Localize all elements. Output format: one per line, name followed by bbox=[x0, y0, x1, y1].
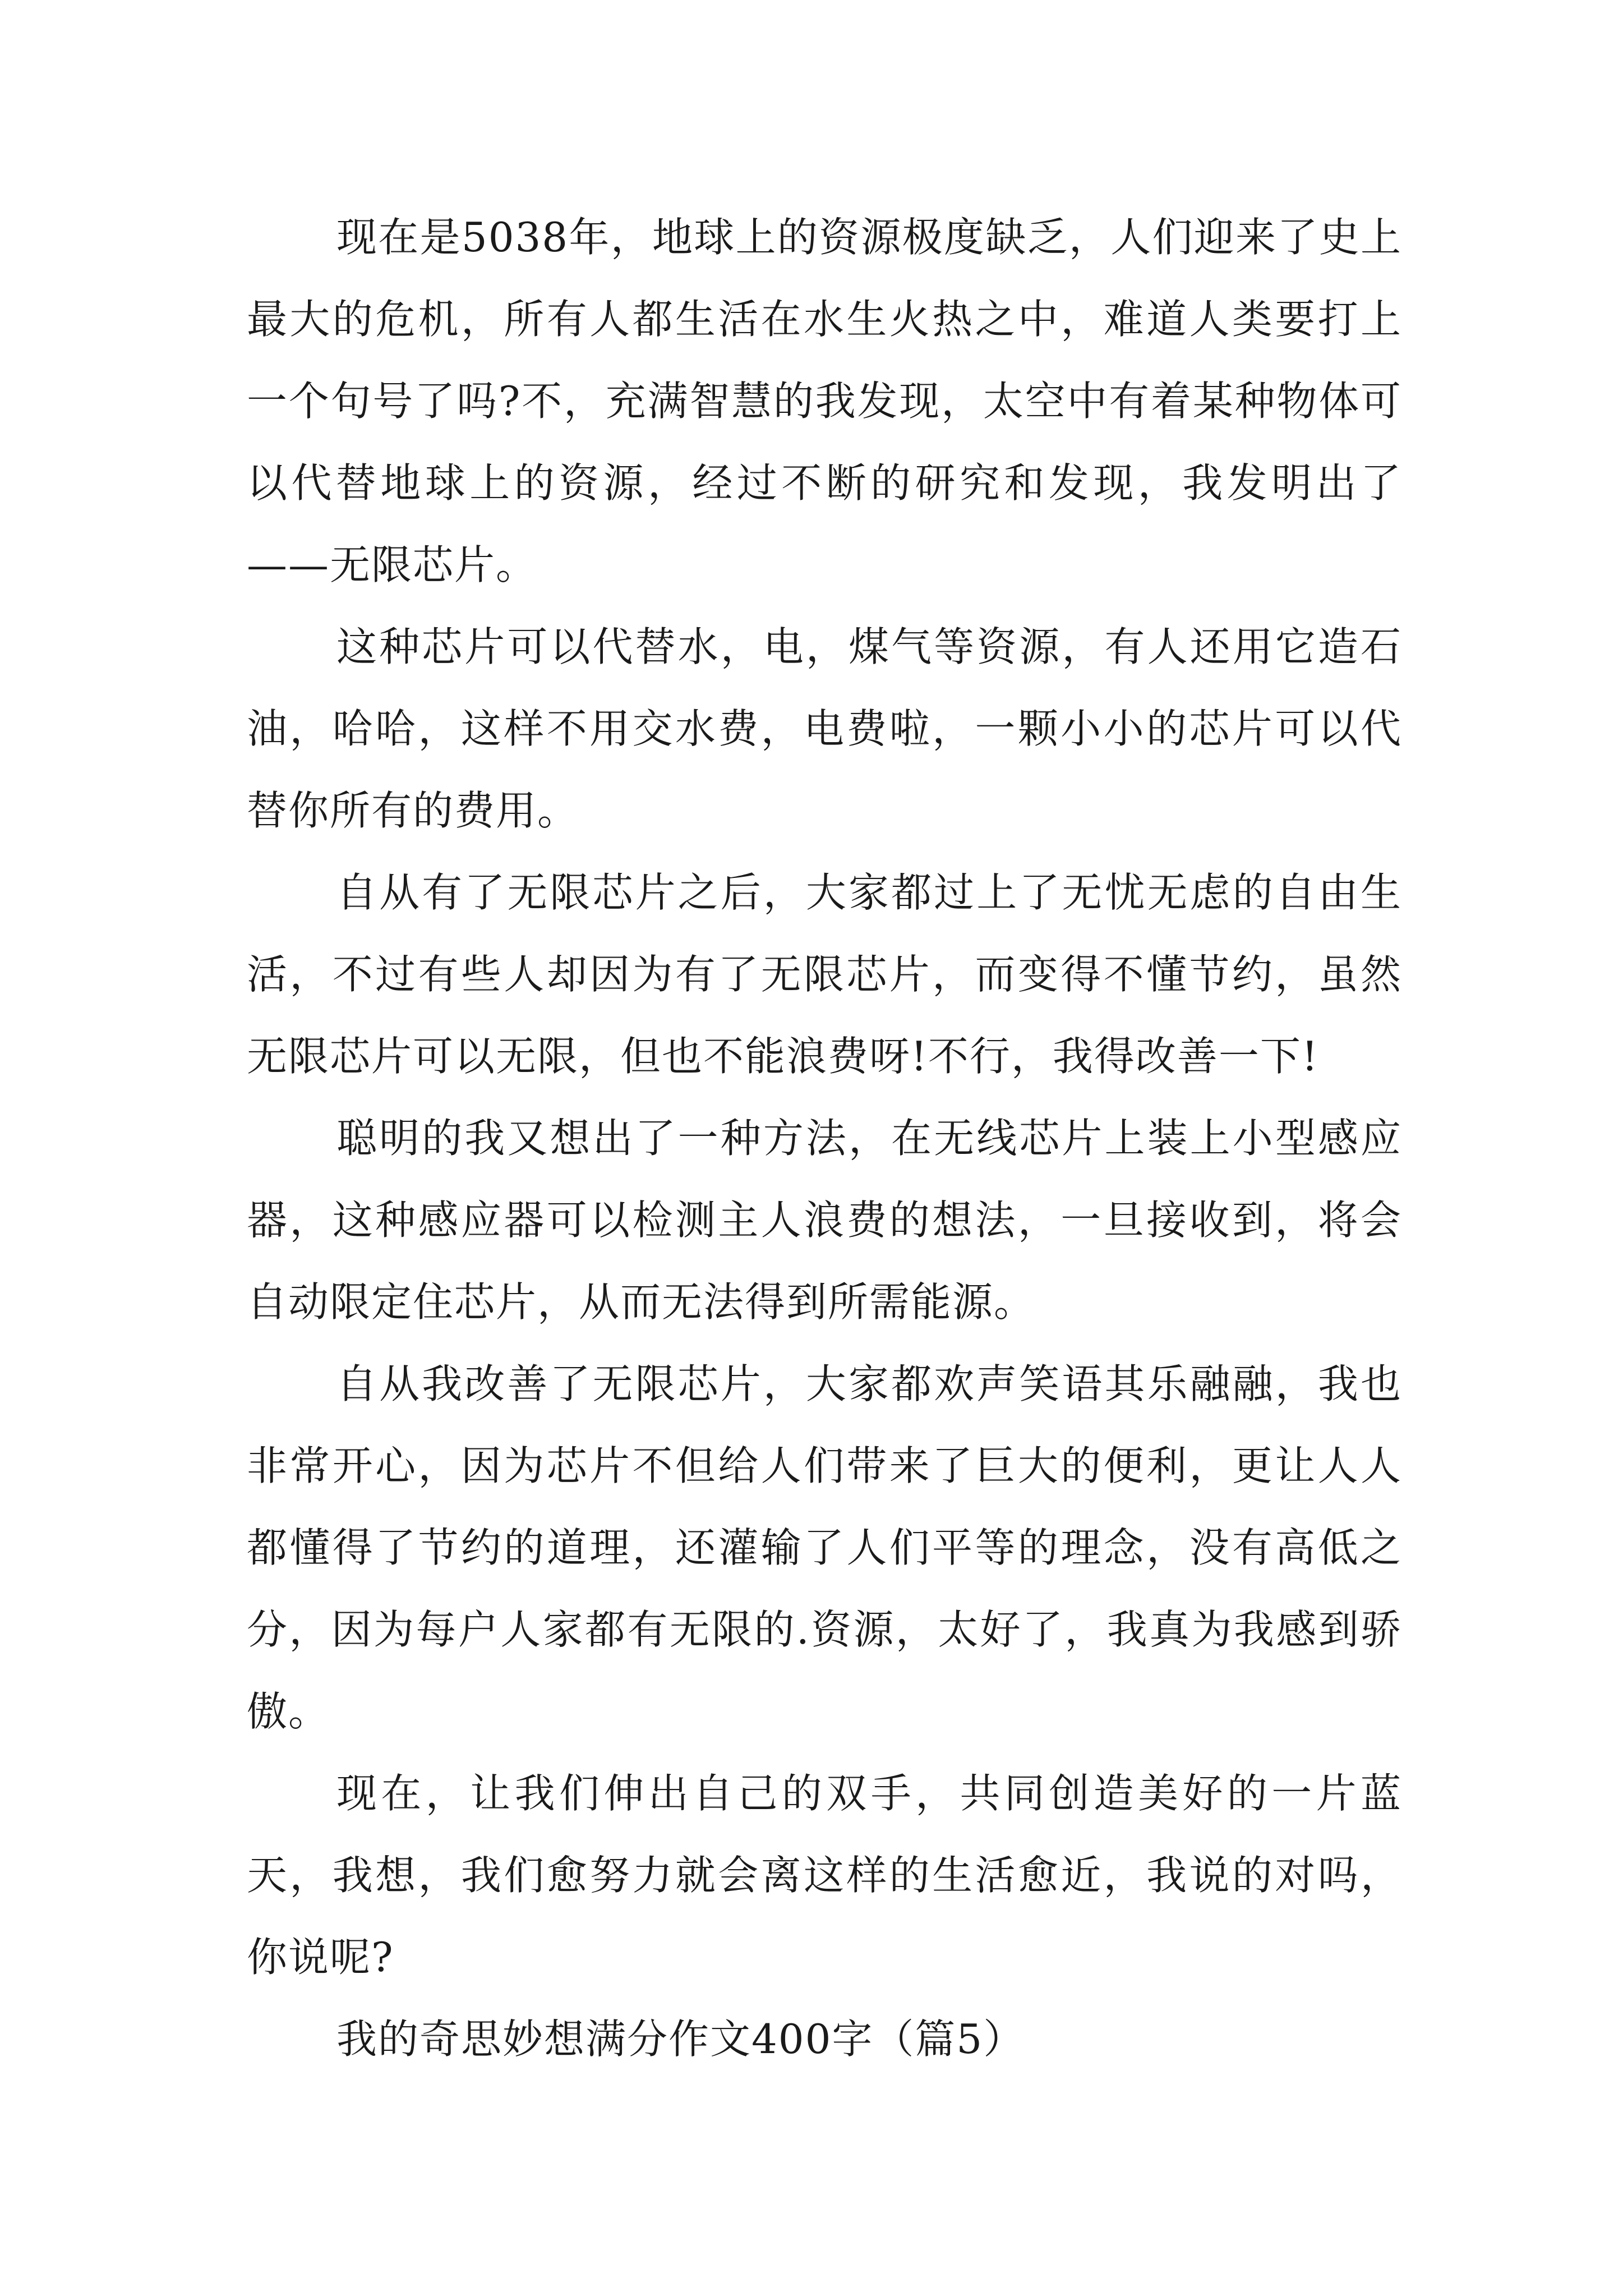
paragraph-2: 这种芯片可以代替水，电，煤气等资源，有人还用它造石油，哈哈，这样不用交水费，电费啦，一颗小小的芯片可以代替你所有的费用。 bbox=[247, 623, 1402, 834]
paragraph-1: 现在是5038年，地球上的资源极度缺乏，人们迎来了史上最大的危机，所有人都生活在水生火热之中，难道人类要打上一个句号了吗?不，充满智慧的我发现，太空中有着某种物体可以代替地球上的资源，经过不断的研究和发现，我发明出了——无限芯片。 bbox=[247, 214, 1402, 588]
paragraph-5: 自从我改善了无限芯片，大家都欢声笑语其乐融融，我也非常开心，因为芯片不但给人们带来了巨大的便利，更让人人都懂得了节约的道理，还灌输了人们平等的理念，没有高低之分，因为每户人家都有无限的.资源，太好了，我真为我感到骄傲。 bbox=[247, 1360, 1402, 1735]
section-heading: 我的奇思妙想满分作文400字（篇5） bbox=[336, 2016, 1025, 2063]
paragraph-6: 现在，让我们伸出自己的双手，共同创造美好的一片蓝天，我想，我们愈努力就会离这样的生活愈近，我说的对吗，你说呢? bbox=[247, 1770, 1402, 1981]
document-body bbox=[247, 196, 1402, 2080]
paragraph-4: 聪明的我又想出了一种方法，在无线芯片上装上小型感应器，这种感应器可以检测主人浪费的想法，一旦接收到，将会自动限定住芯片，从而无法得到所需能源。 bbox=[247, 1115, 1402, 1326]
paragraph-3: 自从有了无限芯片之后，大家都过上了无忧无虑的自由生活，不过有些人却因为有了无限芯片，而变得不懂节约，虽然无限芯片可以无限，但也不能浪费呀!不行，我得改善一下! bbox=[247, 869, 1402, 1080]
